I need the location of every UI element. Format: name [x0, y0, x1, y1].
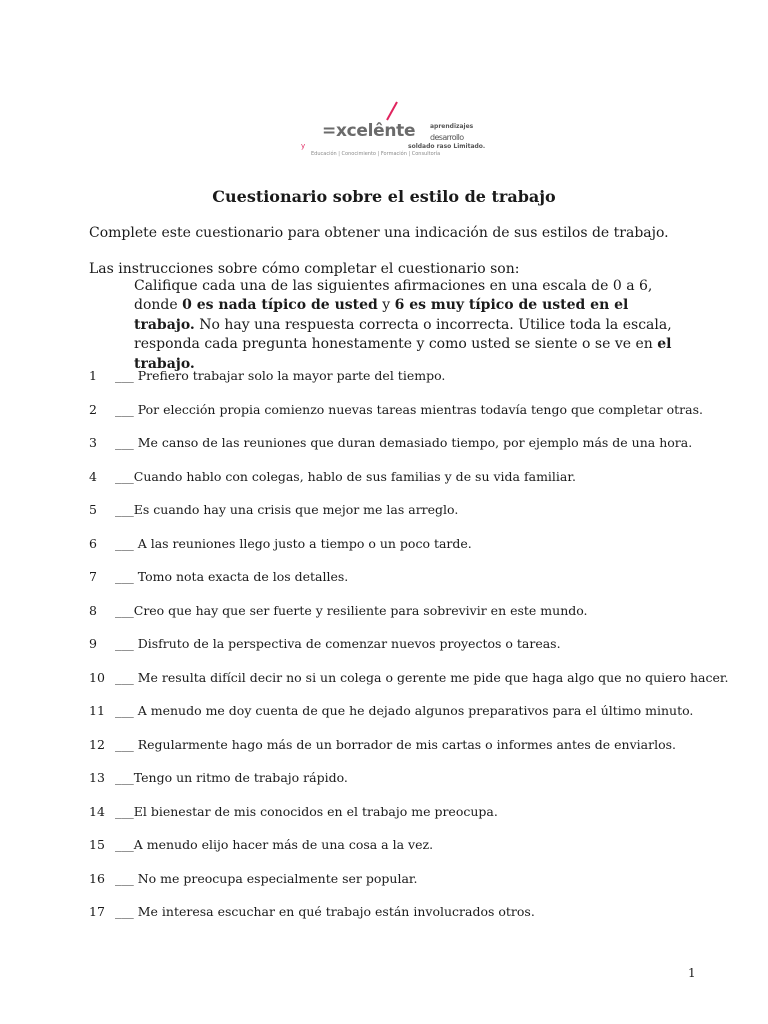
- logo-y: y: [301, 142, 306, 150]
- question-item: [89, 837, 433, 852]
- instr-text-1: Califique cada una de las siguientes afirmaciones en una escala de 0 a 6, donde: [134, 278, 653, 314]
- intro-paragraph: Complete este cuestionario para obtener una indicación de sus estilos de trabajo.: [89, 225, 669, 241]
- instr-bold-1: 0 es nada típico de usted: [182, 297, 378, 314]
- question-number: 17: [89, 904, 105, 919]
- question-text: ___ A menudo me doy cuenta de que he dejado algunos preparativos para el último minuto.: [115, 703, 694, 718]
- question-item: [89, 904, 535, 919]
- document-title: Cuestionario sobre el estilo de trabajo: [212, 187, 556, 206]
- question-number: 10: [89, 670, 105, 685]
- question-text: ___A menudo elijo hacer más de una cosa a la vez.: [115, 837, 434, 852]
- question-text: ___ Me interesa escuchar en qué trabajo están involucrados otros.: [115, 904, 535, 919]
- question-text: ___ Por elección propia comienzo nuevas tareas mientras todavía tengo que completar otras.: [115, 402, 703, 417]
- logo-tag-top: aprendizajes: [430, 123, 474, 130]
- logo-brand: =xcelênte: [322, 121, 416, 141]
- question-number: 13: [89, 770, 105, 785]
- question-number: 16: [89, 871, 105, 886]
- question-item: [89, 636, 561, 651]
- question-text: ___ A las reuniones llego justo a tiempo o un poco tarde.: [115, 536, 472, 551]
- question-item: [89, 804, 498, 819]
- question-text: ___ Disfruto de la perspectiva de comenzar nuevos proyectos o tareas.: [115, 636, 561, 651]
- question-item: [89, 703, 693, 718]
- question-number: 11: [89, 703, 105, 718]
- logo-services: Educación | Conocimiento | Formación | Consultoría: [311, 151, 441, 157]
- instr-bold-3: el trabajo.: [134, 336, 672, 372]
- question-item: [89, 402, 703, 417]
- question-item: [89, 569, 348, 584]
- question-item: [89, 502, 458, 517]
- logo-tag-sub: soldado raso Limitado.: [408, 143, 486, 150]
- question-item: [89, 368, 445, 383]
- instructions-body: [134, 277, 694, 374]
- instr-text-3: No hay una respuesta correcta o incorrecta. Utilice toda la escala, responda cada pregunta honestamente y como usted se siente o se ve en: [134, 316, 672, 353]
- logo-tag-mid: desarrollo: [430, 133, 464, 142]
- question-item: [89, 469, 576, 484]
- question-number: 6: [89, 536, 97, 551]
- question-item: [89, 603, 588, 618]
- question-text: ___ Prefiero trabajar solo la mayor parte del tiempo.: [115, 368, 446, 383]
- instructions-lead: Las instrucciones sobre cómo completar el cuestionario son:: [89, 261, 520, 277]
- question-number: 7: [89, 569, 97, 584]
- logo-slash-icon: [384, 100, 400, 122]
- question-item: [89, 871, 417, 886]
- question-number: 2: [89, 402, 97, 417]
- question-text: ___El bienestar de mis conocidos en el trabajo me preocupa.: [115, 804, 498, 819]
- question-text: ___Cuando hablo con colegas, hablo de sus familias y de su vida familiar.: [115, 469, 576, 484]
- question-item: [89, 435, 692, 450]
- question-number: 3: [89, 435, 97, 450]
- question-text: ___Tengo un ritmo de trabajo rápido.: [115, 770, 348, 785]
- question-item: [89, 670, 728, 685]
- page-number: 1: [688, 966, 696, 980]
- instr-text-2: y: [377, 297, 395, 314]
- question-text: ___ Me canso de las reuniones que duran demasiado tiempo, por ejemplo más de una hora.: [115, 435, 693, 450]
- question-text: ___Creo que hay que ser fuerte y resiliente para sobrevivir en este mundo.: [115, 603, 588, 618]
- question-text: ___ No me preocupa especialmente ser popular.: [115, 871, 418, 886]
- question-number: 14: [89, 804, 105, 819]
- question-number: 1: [89, 368, 97, 383]
- question-text: ___ Regularmente hago más de un borrador de mis cartas o informes antes de enviarlos.: [115, 737, 677, 752]
- question-text: ___ Tomo nota exacta de los detalles.: [115, 569, 349, 584]
- question-number: 12: [89, 737, 105, 752]
- question-number: 8: [89, 603, 97, 618]
- question-number: 9: [89, 636, 97, 651]
- question-item: [89, 770, 348, 785]
- question-text: ___ Me resulta difícil decir no si un colega o gerente me pide que haga algo que no quiero hacer.: [115, 670, 729, 685]
- question-text: ___Es cuando hay una crisis que mejor me las arreglo.: [115, 502, 459, 517]
- question-number: 5: [89, 502, 97, 517]
- question-number: 4: [89, 469, 97, 484]
- question-item: [89, 536, 472, 551]
- question-item: [89, 737, 676, 752]
- question-number: 15: [89, 837, 105, 852]
- instr-bold-2: 6 es muy típico de usted en el trabajo.: [134, 297, 629, 333]
